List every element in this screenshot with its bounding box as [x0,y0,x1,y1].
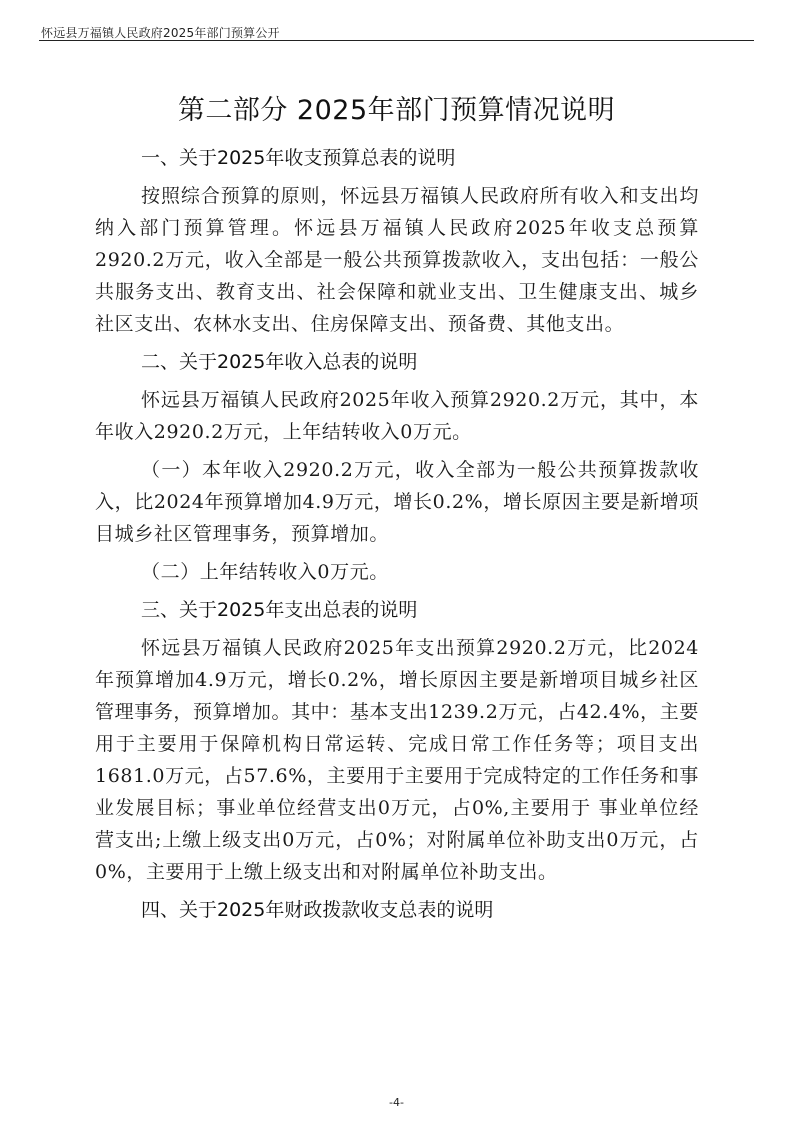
section-2-paragraph-1: 怀远县万福镇人民政府2025年收入预算2920.2万元，其中，本年收入2920.2万元，上年结转收入0万元。 [95,389,699,443]
section-heading-4: 四、关于2025年财政拨款收支总表的说明 [141,899,494,921]
page-number: -4- [389,1096,404,1109]
section-3-paragraph-1: 怀远县万福镇人民政府2025年支出预算2920.2万元，比2024年预算增加4.9万元，增长0.2%，增长原因主要是新增项目城乡社区管理事务，预算增加。其中：基本支出1239.2万元，占42.4%，主要用于主要用于保障机构日常运转、完成日常工作任务等；项目支出1681.0万元，占57.6%，主要用于主要用于完成特定的工作任务和事业发展目标；事业单位经营支出0万元，占0%,主要用于 事业单位经营支出;上缴上级支出0万元，占0%；对附属单位补助支出0万元，占0%，主要用于上缴上级支出和对附属单位补助支出。 [95,637,699,883]
section-heading-1: 一、关于2025年收支预算总表的说明 [141,147,456,169]
section-2-paragraph-2: （一）本年收入2920.2万元，收入全部为一般公共预算拨款收入，比2024年预算增加4.9万元，增长0.2%，增长原因主要是新增项目城乡社区管理事务，预算增加。 [95,459,699,545]
section-1-paragraph-1: 按照综合预算的原则，怀远县万福镇人民政府所有收入和支出均纳入部门预算管理。怀远县万福镇人民政府2025年收支总预算2920.2万元，收入全部是一般公共预算拨款收入，支出包括：一般公共服务支出、教育支出、社会保障和就业支出、卫生健康支出、城乡社区支出、农林水支出、住房保障支出、预备费、其他支出。 [95,185,699,335]
running-header: 怀远县万福镇人民政府2025年部门预算公开 [41,26,280,40]
section-heading-2: 二、关于2025年收入总表的说明 [141,351,418,373]
document-body [95,142,699,932]
section-heading-3: 三、关于2025年支出总表的说明 [141,599,418,621]
document-title: 第二部分 2025年部门预算情况说明 [177,95,616,126]
section-2-paragraph-3: （二）上年结转收入0万元。 [141,561,389,583]
header-rule [39,40,754,41]
